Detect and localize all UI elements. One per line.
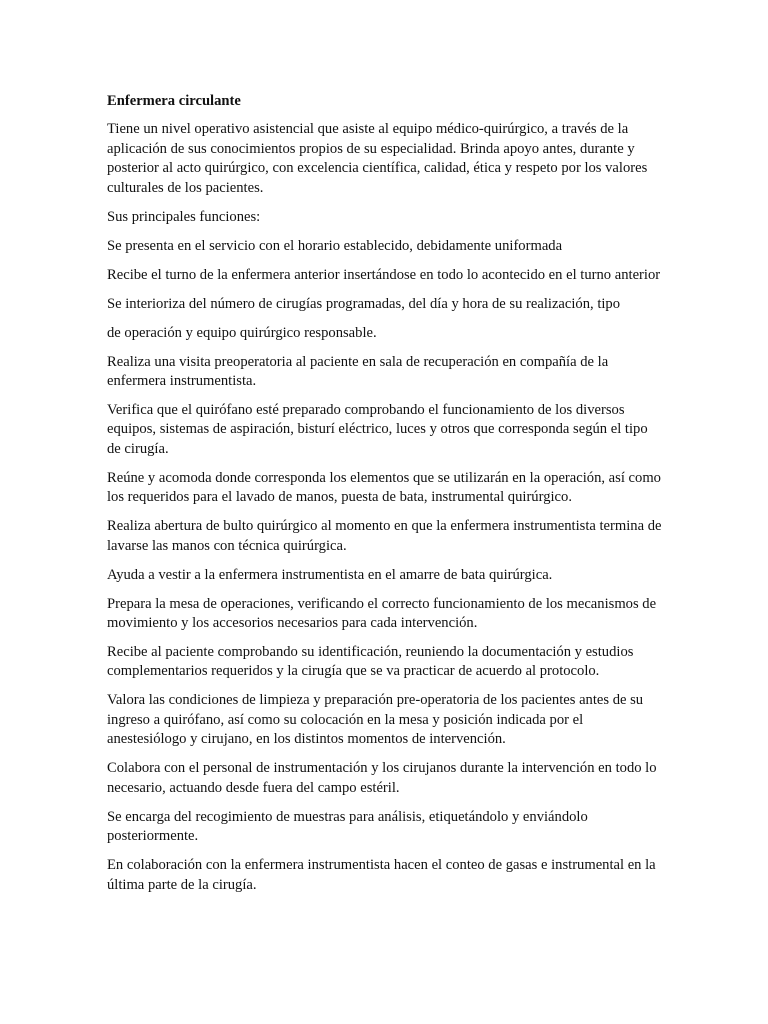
paragraph-function: Realiza abertura de bulto quirúrgico al momento en que la enfermera instrumentista termina de lavarse las manos con técnica quirúrgica. <box>107 518 662 554</box>
paragraph-functions-heading: Sus principales funciones: <box>107 208 261 225</box>
paragraph-function: Se encarga del recogimiento de muestras para análisis, etiquetándolo y enviándolo posteriormente. <box>107 808 588 845</box>
paragraph-function: Valora las condiciones de limpieza y preparación pre-operatoria de los pacientes antes de su ingreso a quirófano, así como su colocación en la mesa y posición indicada por el anestesiólogo y cirujano, en los distintos momentos de intervención. <box>107 692 644 748</box>
document-title: Enfermera circulante <box>107 93 241 109</box>
paragraph-intro: Tiene un nivel operativo asistencial que asiste al equipo médico-quirúrgico, a través de la aplicación de sus conocimientos propios de su especialidad. Brinda apoyo antes, durante y posterior al acto quirúrgico, con excelencia científica, calidad, ética y respeto por los valores culturales de los pacientes. <box>107 121 648 196</box>
document-body <box>107 92 663 905</box>
paragraph-function: Reúne y acomoda donde corresponda los elementos que se utilizarán en la operación, así como los requeridos para el lavado de manos, puesta de bata, instrumental quirúrgico. <box>107 469 661 506</box>
paragraph-function: Ayuda a vestir a la enfermera instrumentista en el amarre de bata quirúrgica. <box>107 566 553 583</box>
paragraph-function: Recibe el turno de la enfermera anterior insertándose en todo lo acontecido en el turno anterior <box>107 266 661 283</box>
paragraph-function: Prepara la mesa de operaciones, verificando el correcto funcionamiento de los mecanismos de movimiento y los accesorios necesarios para cada intervención. <box>107 595 657 632</box>
paragraph-function: Realiza una visita preoperatoria al paciente en sala de recuperación en compañía de la enfermera instrumentista. <box>107 353 609 390</box>
paragraph-function: Recibe al paciente comprobando su identificación, reuniendo la documentación y estudios complementarios requeridos y la cirugía que se va practicar de acuerdo al protocolo. <box>107 644 634 680</box>
paragraph-function: de operación y equipo quirúrgico responsable. <box>107 324 377 341</box>
paragraph-function: En colaboración con la enfermera instrumentista hacen el conteo de gasas e instrumental en la última parte de la cirugía. <box>107 857 656 893</box>
paragraph-function: Se interioriza del número de cirugías programadas, del día y hora de su realización, tipo <box>107 295 621 312</box>
paragraph-function: Colabora con el personal de instrumentación y los cirujanos durante la intervención en todo lo necesario, actuando desde fuera del campo estéril. <box>107 760 657 796</box>
paragraph-function: Se presenta en el servicio con el horario establecido, debidamente uniformada <box>107 237 563 254</box>
paragraph-function: Verifica que el quirófano esté preparado comprobando el funcionamiento de los diversos equipos, sistemas de aspiración, bisturí eléctrico, luces y otros que corresponda según el tipo de cirugía. <box>107 402 648 457</box>
